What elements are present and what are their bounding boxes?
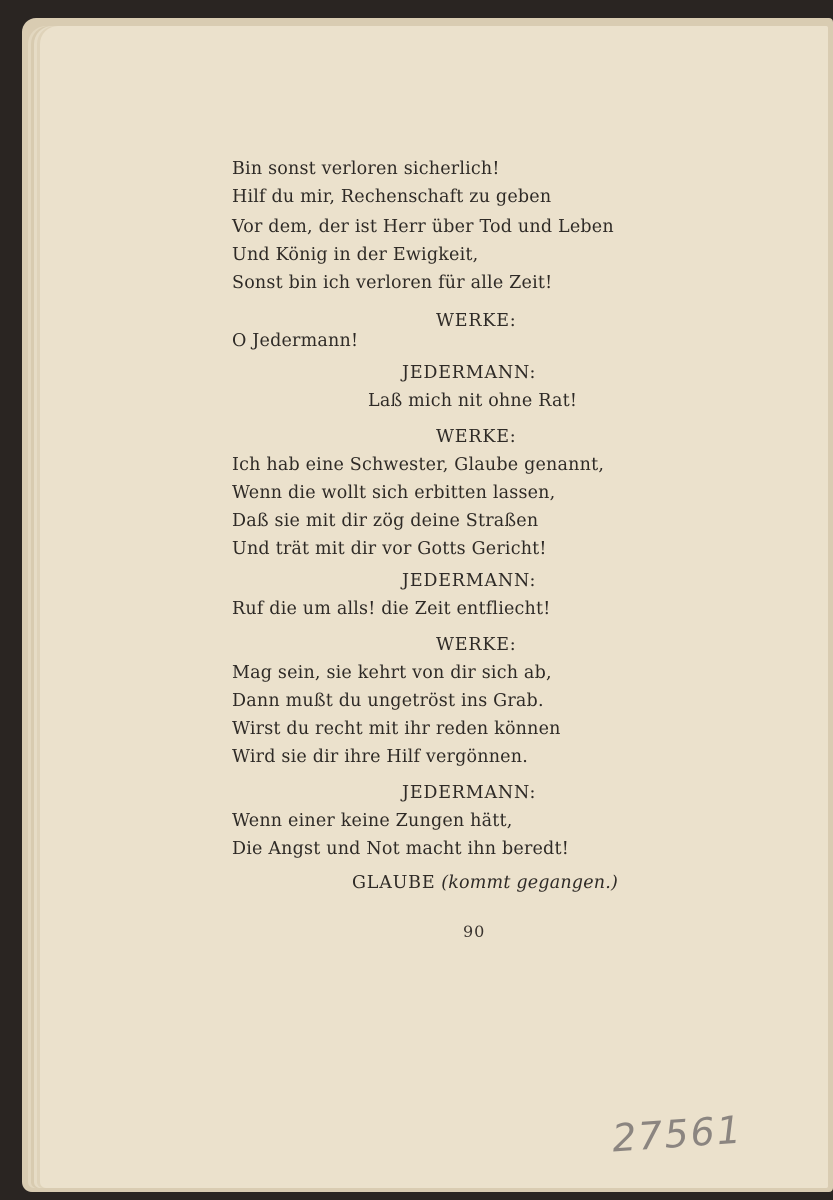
speaker-werke: WERKE: [436, 427, 517, 447]
verse-line: Vor dem, der ist Herr über Tod und Leben [232, 217, 614, 237]
verse-line: Wenn die wollt sich erbitten lassen, [232, 483, 556, 503]
verse-line: Ruf die um alls! die Zeit entfliecht! [232, 599, 551, 619]
speaker-werke: WERKE: [436, 635, 517, 655]
verse-line: Mag sein, sie kehrt von dir sich ab, [232, 663, 552, 683]
verse-line: Wird sie dir ihre Hilf vergönnen. [232, 747, 528, 767]
handwritten-inventory-number: 27561 [610, 1107, 745, 1161]
verse-line: Bin sonst verloren sicherlich! [232, 159, 500, 179]
speaker-jedermann: JEDERMANN: [402, 571, 537, 591]
page-number: 90 [463, 922, 486, 941]
verse-line: Ich hab eine Schwester, Glaube genannt, [232, 455, 605, 475]
speaker-jedermann: JEDERMANN: [402, 783, 537, 803]
speaker-werke: WERKE: [436, 311, 517, 331]
verse-line: O Jedermann! [232, 331, 359, 351]
stage-direction: (kommt gegangen.) [441, 873, 619, 893]
stage-direction-line [352, 870, 618, 896]
verse-line: Wirst du recht mit ihr reden können [232, 719, 561, 739]
verse-line: Sonst bin ich verloren für alle Zeit! [232, 273, 553, 293]
verse-line: Wenn einer keine Zungen hätt, [232, 811, 513, 831]
verse-line: Daß sie mit dir zög deine Straßen [232, 511, 539, 531]
verse-line: Und König in der Ewigkeit, [232, 245, 479, 265]
verse-line: Und trät mit dir vor Gotts Gericht! [232, 539, 547, 559]
speaker-jedermann: JEDERMANN: [402, 363, 537, 383]
verse-line: Dann mußt du ungetröst ins Grab. [232, 691, 544, 711]
verse-line: Laß mich nit ohne Rat! [368, 391, 578, 411]
speaker-glaube: GLAUBE [352, 873, 436, 893]
verse-line: Hilf du mir, Rechenschaft zu geben [232, 187, 552, 207]
verse-line: Die Angst und Not macht ihn beredt! [232, 839, 569, 859]
